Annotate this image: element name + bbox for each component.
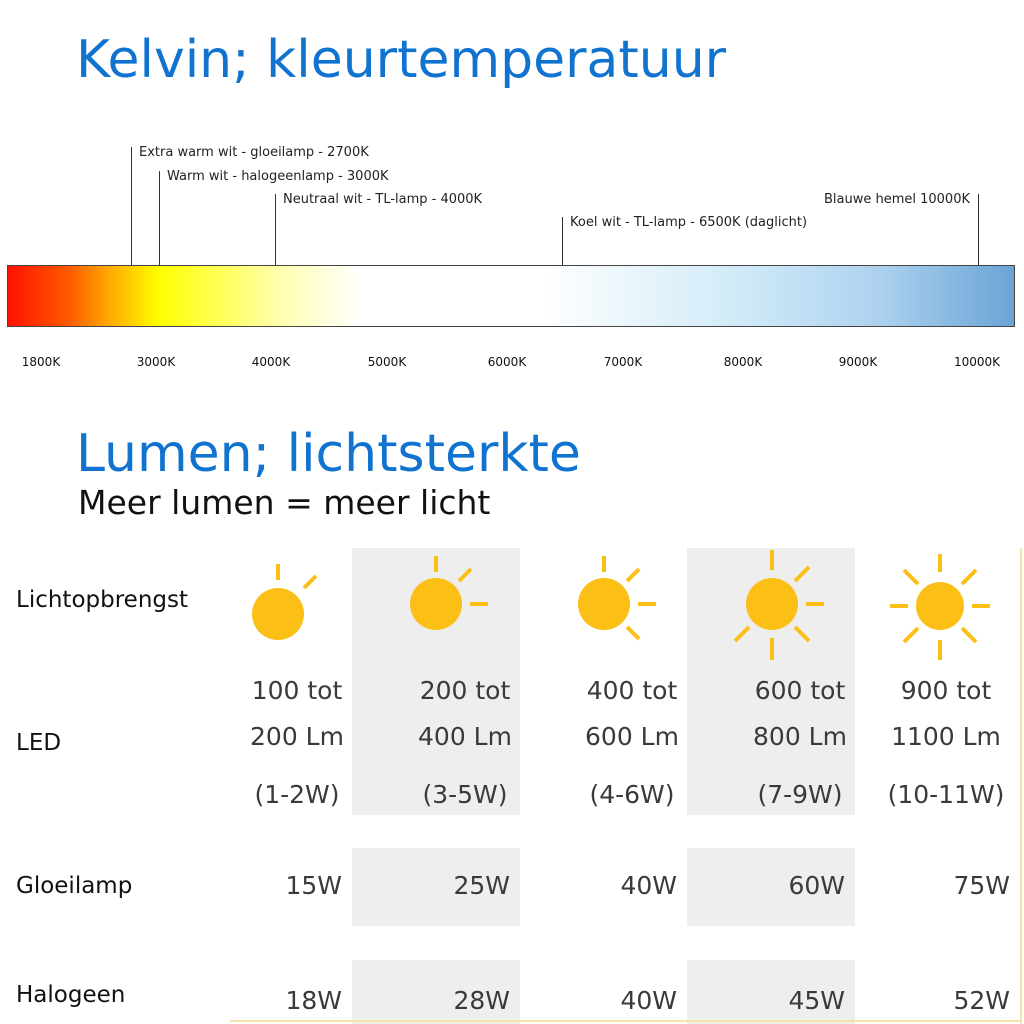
tick-label: 6000K [487,355,527,369]
annotation-10000k: Blauwe hemel 10000K [823,192,970,207]
table-edge-line [230,1020,1020,1022]
annotation-line-6500k [562,217,563,265]
gloeilamp-watt: 25W [453,871,510,900]
led-lumen-from: 200 tot [419,676,511,705]
led-lumen-to: 1100 Lm [891,722,1001,751]
row-label-gloeilamp: Gloeilamp [16,873,133,899]
halogeen-watt: 18W [285,986,342,1015]
led-lumen-to: 200 Lm [250,722,344,751]
led-lumen-from: 100 tot [251,676,343,705]
led-watt: (1-2W) [254,780,340,809]
sun-icon-level-2 [388,552,488,672]
halogeen-watt: 52W [953,986,1010,1015]
gloeilamp-watt: 15W [285,871,342,900]
annotation-line-4000k [275,194,276,265]
led-lumen-to: 600 Lm [585,722,679,751]
annotation-line-3000k [159,171,160,265]
sun-icon-level-4 [724,548,824,668]
annotation-2700k: Extra warm wit - gloeilamp - 2700K [139,145,369,160]
tick-label: 1800K [21,355,61,369]
led-watt: (4-6W) [589,780,675,809]
tick-label: 3000K [136,355,176,369]
annotation-line-2700k [131,147,132,265]
gloeilamp-watt: 40W [620,871,677,900]
row-label-led: LED [16,730,62,756]
halogeen-watt: 45W [788,986,845,1015]
led-lumen-from: 900 tot [900,676,992,705]
tick-label: 7000K [603,355,643,369]
lumen-title: Lumen; lichtsterkte [76,424,581,484]
tick-label: 4000K [251,355,291,369]
led-lumen-to: 800 Lm [753,722,847,751]
lumen-subtitle: Meer lumen = meer licht [78,483,491,522]
led-watt: (10-11W) [887,780,1005,809]
annotation-4000k: Neutraal wit - TL-lamp - 4000K [283,192,483,207]
led-watt: (3-5W) [422,780,508,809]
gloeilamp-watt: 75W [953,871,1010,900]
gloeilamp-watt: 60W [788,871,845,900]
sun-icon-level-1 [236,552,336,672]
row-label-lichtopbrengst: Lichtopbrengst [16,587,188,613]
led-lumen-from: 400 tot [586,676,678,705]
tick-label: 8000K [723,355,763,369]
halogeen-watt: 28W [453,986,510,1015]
row-label-halogeen: Halogeen [16,982,126,1008]
tick-label: 10000K [953,355,1001,369]
tick-label: 5000K [367,355,407,369]
annotation-line-10000k [978,194,979,265]
led-lumen-from: 600 tot [754,676,846,705]
annotation-6500k: Koel wit - TL-lamp - 6500K (daglicht) [570,215,808,230]
tick-label: 9000K [838,355,878,369]
halogeen-watt: 40W [620,986,677,1015]
sun-icon-level-3 [556,552,656,672]
led-lumen-to: 400 Lm [418,722,512,751]
sun-icon-level-5 [890,552,990,672]
led-watt: (7-9W) [757,780,843,809]
color-temperature-gradient-bar [7,265,1015,327]
kelvin-title: Kelvin; kleurtemperatuur [76,30,727,90]
annotation-3000k: Warm wit - halogeenlamp - 3000K [167,169,389,184]
